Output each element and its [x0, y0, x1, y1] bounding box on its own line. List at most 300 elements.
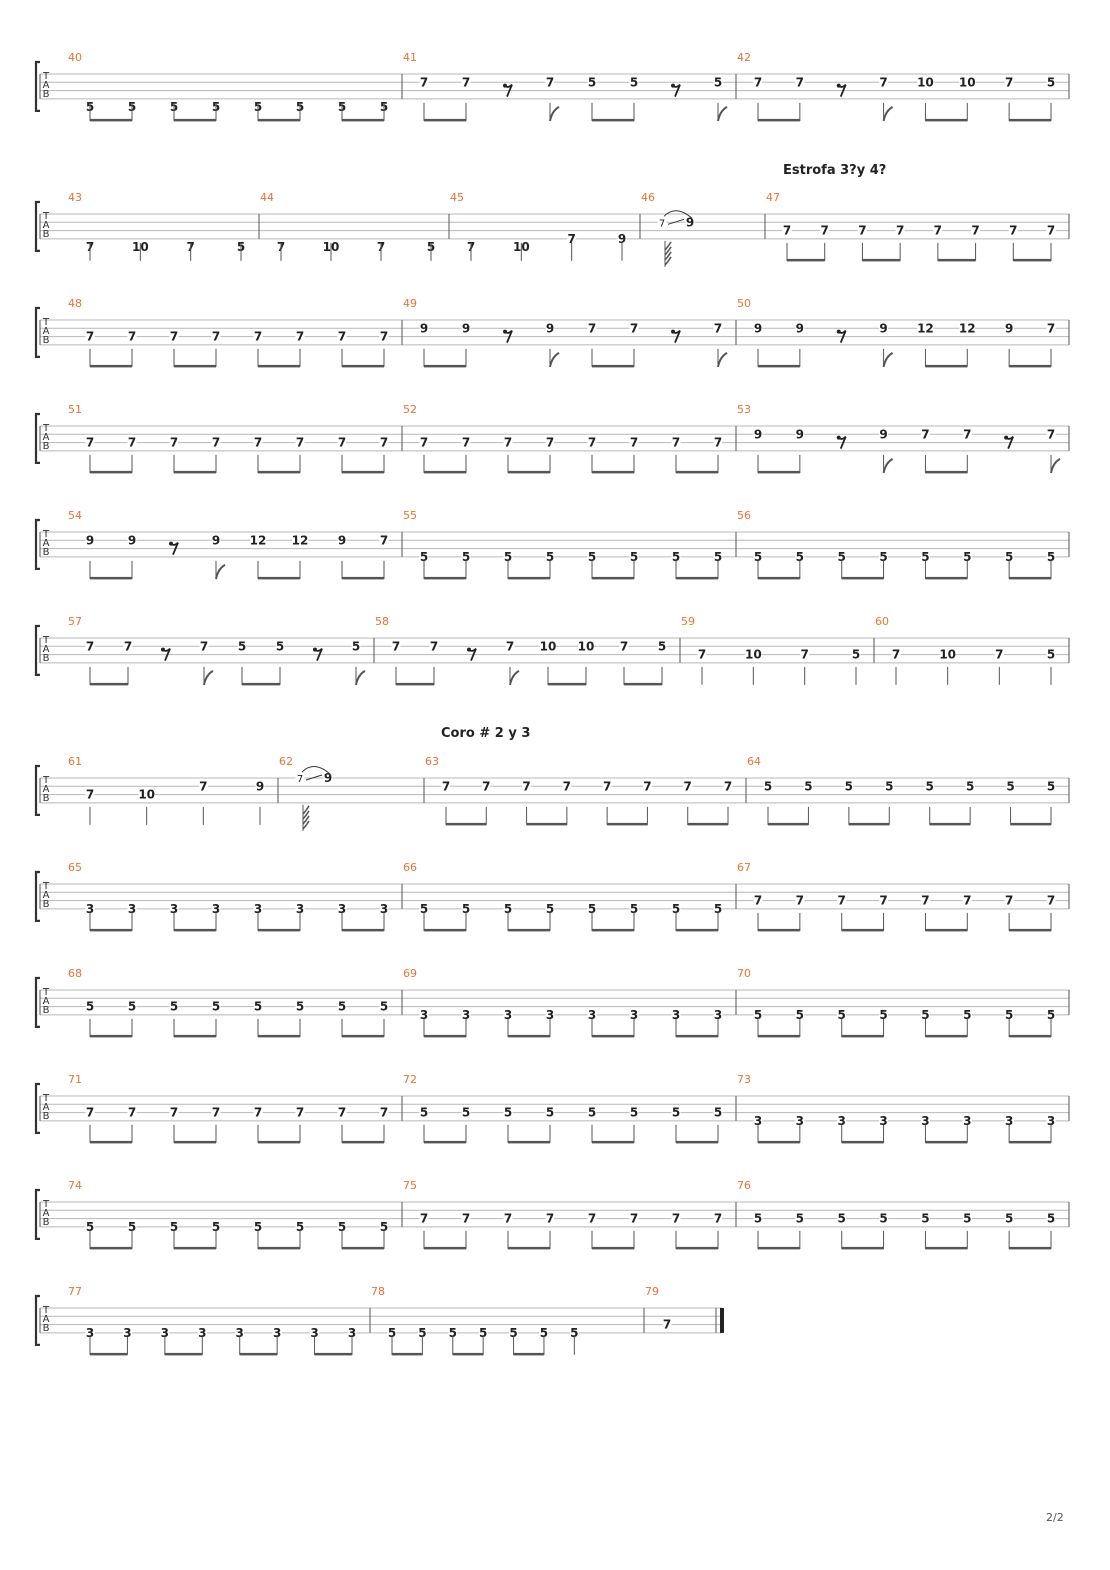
fret-number: 9 — [753, 321, 763, 336]
eighth-flag — [550, 353, 559, 367]
measure-number: 40 — [68, 51, 82, 64]
tab-clef-letter: A — [42, 80, 50, 91]
beam — [90, 1353, 127, 1356]
fret-number: 7 — [169, 329, 179, 344]
fret-number: 10 — [512, 240, 530, 255]
fret-number: 5 — [837, 1211, 846, 1226]
beam — [342, 365, 384, 368]
fret-number: 5 — [337, 100, 347, 115]
measure-51 — [68, 403, 402, 473]
fret-number: 5 — [1046, 779, 1056, 794]
fret-number: 9 — [255, 779, 265, 794]
measure-number: 60 — [875, 615, 889, 628]
fret-number: 3 — [503, 1007, 513, 1022]
fret-number: 5 — [629, 75, 639, 90]
measure-70 — [737, 967, 1069, 1037]
beam — [768, 823, 808, 826]
beam — [342, 1247, 384, 1250]
fret-number: 7 — [1046, 893, 1056, 908]
measure-77 — [68, 1285, 370, 1355]
measure-number: 70 — [737, 967, 751, 980]
fret-number: 5 — [671, 549, 681, 564]
fret-number: 9 — [211, 533, 221, 548]
measure-61 — [68, 755, 278, 825]
beam — [258, 365, 300, 368]
fret-number: 7 — [419, 1211, 429, 1226]
beam — [925, 365, 967, 368]
measure-number: 50 — [737, 297, 751, 310]
fret-number: 7 — [800, 647, 809, 662]
fret-number: 7 — [253, 329, 263, 344]
beam — [925, 471, 967, 474]
fret-number: 12 — [249, 533, 267, 548]
beam — [258, 119, 300, 122]
eighth-flag — [884, 459, 893, 473]
eighth-flag — [884, 353, 893, 367]
fret-number: 7 — [933, 223, 943, 238]
tab-system — [36, 509, 1069, 579]
fret-number: 3 — [753, 1113, 763, 1128]
fret-number: 10 — [131, 240, 149, 255]
fret-number: 5 — [418, 1325, 427, 1340]
fret-number: 5 — [885, 779, 894, 794]
eighth-flag — [216, 565, 225, 579]
beam — [592, 577, 634, 580]
fret-number: 5 — [1004, 549, 1014, 564]
fret-number: 3 — [211, 901, 221, 916]
beam — [758, 365, 800, 368]
beam — [174, 1247, 216, 1250]
system-bracket — [36, 1296, 40, 1345]
beam — [174, 119, 216, 122]
fret-number: 7 — [85, 329, 95, 344]
tab-clef-letter: A — [42, 432, 50, 443]
fret-number: 3 — [837, 1113, 846, 1128]
fret-number: 7 — [337, 329, 347, 344]
beam — [453, 1353, 483, 1356]
tab-system — [36, 51, 1069, 121]
fret-number: 5 — [85, 1219, 95, 1234]
fret-number: 5 — [965, 779, 975, 794]
fret-number: 10 — [939, 647, 957, 662]
beam — [592, 929, 634, 932]
fret-number: 5 — [448, 1325, 457, 1340]
fret-number: 9 — [85, 533, 95, 548]
measure-number: 54 — [68, 509, 82, 522]
tab-system — [36, 1285, 724, 1355]
eighth-flag — [718, 353, 727, 367]
fret-number: 5 — [713, 75, 723, 90]
measure-74 — [68, 1179, 402, 1249]
measure-number: 44 — [260, 191, 274, 204]
fret-number: 7 — [419, 435, 429, 450]
beam — [676, 471, 718, 474]
measure-67 — [737, 861, 1069, 931]
fret-number: 5 — [657, 639, 667, 654]
fret-number: 7 — [782, 223, 792, 238]
system-bracket — [36, 766, 40, 815]
fret-number: 7 — [795, 893, 805, 908]
tab-system — [36, 615, 1069, 685]
beam — [508, 1035, 550, 1038]
beam — [592, 119, 634, 122]
fret-number: 5 — [295, 999, 305, 1014]
measure-58 — [375, 615, 680, 685]
measure-number: 64 — [747, 755, 761, 768]
fret-number: 5 — [879, 1007, 888, 1022]
beam — [342, 471, 384, 474]
fret-number: 10 — [917, 75, 934, 90]
eighth-flag — [204, 671, 213, 685]
system-bracket — [36, 62, 40, 111]
beam — [424, 577, 466, 580]
fret-number: 5 — [545, 549, 555, 564]
fret-number: 7 — [461, 75, 471, 90]
beam — [925, 1035, 967, 1038]
fret-number: 12 — [291, 533, 309, 548]
fret-number: 9 — [685, 215, 695, 230]
fret-number: 5 — [1046, 75, 1056, 90]
fret-number: 7 — [619, 639, 629, 654]
fret-number: 7 — [295, 329, 305, 344]
beam — [315, 1353, 352, 1356]
fret-number: 7 — [199, 779, 208, 794]
tab-clef-letter: B — [42, 1217, 50, 1228]
measure-number: 42 — [737, 51, 751, 64]
tab-clef-letter: T — [42, 423, 50, 434]
fret-number: 5 — [1046, 647, 1056, 662]
fret-number: 7 — [199, 639, 209, 654]
fret-number: 7 — [879, 893, 888, 908]
measure-number: 45 — [450, 191, 464, 204]
measure-72 — [403, 1073, 736, 1143]
fret-number: 5 — [671, 1105, 681, 1120]
fret-number: 5 — [963, 549, 972, 564]
tab-clef-letter: A — [42, 1314, 50, 1325]
beam — [165, 1353, 202, 1356]
beam — [242, 683, 280, 686]
beam — [396, 683, 434, 686]
fret-number: 3 — [879, 1113, 888, 1128]
measure-47 — [766, 191, 1069, 261]
tab-clef-letter: B — [42, 1323, 50, 1334]
beam — [925, 929, 967, 932]
fret-number: 7 — [713, 1211, 723, 1226]
fret-number: 7 — [441, 779, 451, 794]
fret-number: 7 — [545, 435, 555, 450]
fret-number: 5 — [879, 549, 888, 564]
beam — [676, 1035, 718, 1038]
measure-42 — [737, 51, 1069, 121]
fret-number: 7 — [921, 893, 930, 908]
tab-clef-letter: A — [42, 326, 50, 337]
tab-clef-letter: A — [42, 890, 50, 901]
beam — [174, 471, 216, 474]
fret-number: 7 — [482, 779, 491, 794]
fret-number: 10 — [744, 647, 762, 662]
fret-number: 9 — [127, 533, 137, 548]
beam — [925, 1141, 967, 1144]
fret-number: 9 — [879, 427, 888, 442]
fret-number: 7 — [85, 1105, 95, 1120]
fret-number: 3 — [310, 1325, 319, 1340]
beam — [258, 577, 300, 580]
fret-number: 9 — [419, 321, 429, 336]
fret-number: 3 — [337, 901, 347, 916]
fret-number: 5 — [295, 1219, 305, 1234]
measure-59 — [681, 615, 874, 685]
tab-clef-letter: T — [42, 987, 50, 998]
measure-number: 51 — [68, 403, 82, 416]
fret-number: 5 — [387, 1325, 397, 1340]
beam — [592, 1035, 634, 1038]
fret-number: 5 — [1004, 1007, 1014, 1022]
fret-number: 7 — [671, 435, 681, 450]
fret-number: 7 — [127, 1105, 137, 1120]
beam — [258, 1141, 300, 1144]
tab-system — [36, 297, 1069, 367]
fret-number: 7 — [1004, 75, 1014, 90]
fret-number: 3 — [671, 1007, 681, 1022]
fret-number: 10 — [322, 240, 340, 255]
tab-system — [36, 967, 1069, 1037]
tab-clef-letter: T — [42, 211, 50, 222]
fret-number: 7 — [697, 647, 707, 662]
beam — [90, 1035, 132, 1038]
fret-number: 5 — [419, 1105, 429, 1120]
tab-clef-letter: A — [42, 996, 50, 1007]
beam — [607, 823, 647, 826]
measure-number: 58 — [375, 615, 389, 628]
fret-number: 7 — [295, 435, 305, 450]
beam — [1009, 577, 1051, 580]
measure-number: 48 — [68, 297, 82, 310]
fret-number: 7 — [295, 1105, 305, 1120]
fret-number: 5 — [795, 1211, 805, 1226]
tab-clef-letter: A — [42, 1208, 50, 1219]
fret-number: 7 — [971, 223, 980, 238]
measure-79 — [645, 1285, 724, 1333]
measure-number: 43 — [68, 191, 82, 204]
beam — [424, 1247, 466, 1250]
system-bracket — [36, 202, 40, 251]
beam — [90, 1247, 132, 1250]
fret-number: 5 — [169, 100, 179, 115]
measure-number: 53 — [737, 403, 751, 416]
tab-clef-letter: T — [42, 775, 50, 786]
measure-75 — [403, 1179, 736, 1249]
tab-clef-letter: B — [42, 229, 50, 240]
fret-number: 7 — [562, 779, 572, 794]
fret-number: 5 — [419, 901, 429, 916]
eighth-flag — [1051, 459, 1060, 473]
fret-number: 7 — [1004, 893, 1014, 908]
fret-number: 7 — [671, 1211, 681, 1226]
tab-clef-letter: A — [42, 1102, 50, 1113]
fret-number: 5 — [539, 1325, 549, 1340]
tab-clef-letter: B — [42, 89, 50, 100]
measure-number: 41 — [403, 51, 417, 64]
measure-65 — [68, 861, 402, 931]
fret-number: 7 — [461, 1211, 471, 1226]
fret-number: 3 — [272, 1325, 282, 1340]
fret-number: 10 — [539, 639, 557, 654]
beam — [1009, 1141, 1051, 1144]
fret-number: 5 — [461, 549, 471, 564]
eighth-flag — [718, 107, 727, 121]
fret-number: 5 — [211, 100, 221, 115]
measure-57 — [68, 615, 374, 685]
beam — [508, 577, 550, 580]
fret-number: 3 — [295, 901, 305, 916]
beam — [758, 1141, 800, 1144]
fret-number: 7 — [921, 427, 930, 442]
system-bracket — [36, 520, 40, 569]
fret-number: 7 — [629, 321, 639, 336]
system-bracket — [36, 872, 40, 921]
beam — [342, 1141, 384, 1144]
beam — [90, 929, 132, 932]
fret-number: 7 — [602, 779, 612, 794]
system-bracket — [36, 414, 40, 463]
system-bracket — [36, 308, 40, 357]
measure-number: 56 — [737, 509, 751, 522]
beam — [842, 1141, 884, 1144]
beam — [240, 1353, 277, 1356]
fret-number: 7 — [419, 75, 429, 90]
fret-number: 3 — [795, 1113, 805, 1128]
fret-number: 7 — [296, 774, 304, 785]
fret-number: 7 — [683, 779, 692, 794]
beam — [842, 1247, 884, 1250]
tab-clef-letter: B — [42, 899, 50, 910]
beam — [938, 259, 976, 262]
fret-number: 7 — [1009, 223, 1018, 238]
fret-number: 5 — [379, 1219, 389, 1234]
tab-clef-letter: B — [42, 653, 50, 664]
beam — [424, 119, 466, 122]
system-bracket — [36, 626, 40, 675]
fret-number: 5 — [253, 999, 263, 1014]
fret-number: 5 — [713, 549, 723, 564]
fret-number: 5 — [503, 1105, 513, 1120]
fret-number: 3 — [587, 1007, 597, 1022]
fret-number: 12 — [917, 321, 934, 336]
beam — [925, 119, 967, 122]
fret-number: 7 — [466, 240, 476, 255]
measure-number: 76 — [737, 1179, 751, 1192]
fret-number: 3 — [85, 1325, 95, 1340]
fret-number: 5 — [851, 647, 861, 662]
fret-number: 7 — [587, 1211, 597, 1226]
fret-number: 5 — [461, 901, 471, 916]
fret-number: 5 — [837, 1007, 846, 1022]
fret-number: 7 — [1046, 223, 1056, 238]
tab-system — [36, 191, 1069, 267]
fret-number: 3 — [123, 1325, 132, 1340]
measure-55 — [403, 509, 736, 579]
measure-44 — [260, 191, 449, 261]
fret-number: 5 — [211, 1219, 221, 1234]
fret-number: 7 — [587, 435, 597, 450]
beam — [1009, 1035, 1051, 1038]
measure-73 — [737, 1073, 1069, 1143]
measure-number: 72 — [403, 1073, 417, 1086]
measure-64 — [747, 755, 1069, 825]
measure-43 — [68, 191, 259, 261]
fret-number: 7 — [522, 779, 531, 794]
fret-number: 5 — [879, 1211, 888, 1226]
beam — [1013, 259, 1051, 262]
fret-number: 7 — [85, 240, 95, 255]
measure-60 — [875, 615, 1069, 685]
fret-number: 7 — [85, 639, 95, 654]
measure-56 — [737, 509, 1069, 579]
fret-number: 5 — [169, 999, 179, 1014]
fret-number: 7 — [879, 75, 888, 90]
fret-number: 7 — [85, 787, 95, 802]
measure-46 — [641, 191, 765, 267]
beam — [258, 929, 300, 932]
beam — [90, 1141, 132, 1144]
fret-number: 7 — [891, 647, 901, 662]
beam — [676, 1141, 718, 1144]
beam — [342, 1035, 384, 1038]
beam — [676, 929, 718, 932]
fret-number: 5 — [503, 901, 513, 916]
fret-number: 3 — [461, 1007, 471, 1022]
measure-68 — [68, 967, 402, 1037]
measure-number: 55 — [403, 509, 417, 522]
fret-number: 10 — [958, 75, 976, 90]
fret-number: 7 — [337, 1105, 347, 1120]
fret-number: 3 — [1004, 1113, 1014, 1128]
beam — [342, 929, 384, 932]
fret-number: 7 — [723, 779, 733, 794]
tab-clef-letter: A — [42, 784, 50, 795]
fret-number: 7 — [505, 639, 515, 654]
tab-clef-letter: A — [42, 220, 50, 231]
tab-system — [36, 1179, 1069, 1249]
beam — [1009, 1247, 1051, 1250]
beam — [174, 1035, 216, 1038]
fret-number: 5 — [85, 999, 95, 1014]
beam — [90, 577, 132, 580]
fret-number: 10 — [577, 639, 595, 654]
fret-number: 7 — [123, 639, 133, 654]
measure-number: 62 — [279, 755, 293, 768]
fret-number: 5 — [753, 549, 763, 564]
fret-number: 7 — [379, 435, 389, 450]
fret-number: 5 — [963, 1007, 972, 1022]
beam — [676, 577, 718, 580]
measure-49 — [403, 297, 736, 367]
fret-number: 3 — [629, 1007, 639, 1022]
fret-number: 3 — [347, 1325, 357, 1340]
beam — [258, 1035, 300, 1038]
fret-number: 5 — [671, 901, 681, 916]
fret-number: 7 — [713, 321, 723, 336]
beam — [258, 1247, 300, 1250]
beam — [1011, 823, 1051, 826]
beam — [174, 365, 216, 368]
eighth-flag — [510, 671, 519, 685]
fret-number: 3 — [127, 901, 137, 916]
fret-number: 7 — [820, 223, 829, 238]
fret-number: 5 — [753, 1007, 763, 1022]
beam — [688, 823, 728, 826]
fret-number: 5 — [509, 1325, 518, 1340]
